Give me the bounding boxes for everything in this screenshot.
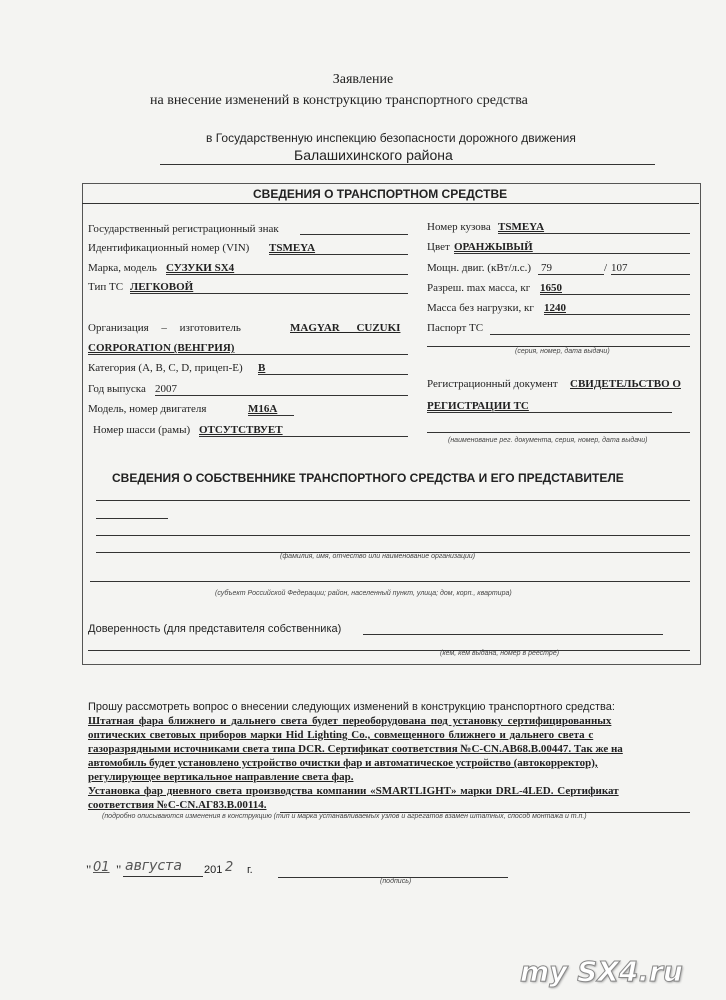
color-line bbox=[454, 253, 690, 254]
request-line: соответствия №C-CN.AГ83.B.00114. bbox=[88, 799, 267, 811]
power-separator: / bbox=[604, 262, 608, 274]
passport-hint: (серия, номер, дата выдачи) bbox=[515, 348, 610, 355]
mass-label: Масса без нагрузки, кг bbox=[427, 302, 534, 314]
regdoc-line-2 bbox=[427, 432, 690, 433]
date-suffix: г. bbox=[247, 864, 253, 876]
power-hp-value: 107 bbox=[611, 262, 628, 274]
color-value: ОРАНЖЫВЫЙ bbox=[454, 241, 533, 253]
vin-label: Идентификационный номер (VIN) bbox=[88, 242, 250, 254]
signature-hint: (подпись) bbox=[380, 878, 412, 885]
passport-line-2 bbox=[427, 346, 690, 347]
date-year-prefix: 201 bbox=[204, 864, 223, 876]
owner-line-2 bbox=[96, 518, 168, 519]
regdoc-label: Регистрационный документ bbox=[427, 378, 558, 390]
reg-sign-line bbox=[300, 234, 408, 235]
mass-value: 1240 bbox=[544, 302, 566, 314]
body-label: Номер кузова bbox=[427, 221, 491, 233]
owner-name-hint: (фамилия, имя, отчество или наименование организации) bbox=[280, 553, 476, 560]
proxy-line bbox=[363, 634, 663, 635]
owner-heading: СВЕДЕНИЯ О СОБСТВЕННИКЕ ТРАНСПОРТНОГО СРЕДСТВА И ЕГО ПРЕДСТАВИТЕЛЕ bbox=[112, 471, 624, 485]
engine-line bbox=[248, 415, 294, 416]
body-value: TSMEYA bbox=[498, 221, 545, 233]
passport-label: Паспорт ТС bbox=[427, 322, 484, 334]
type-line bbox=[130, 293, 408, 294]
power-kw-line bbox=[538, 274, 604, 275]
reg-sign-label: Государственный регистрационный знак bbox=[88, 223, 279, 235]
chassis-value: ОТСУТСТВУЕТ bbox=[199, 424, 283, 436]
color-label: Цвет bbox=[427, 241, 450, 253]
power-hp-line bbox=[611, 274, 690, 275]
type-value: ЛЕГКОВОЙ bbox=[130, 281, 194, 293]
request-intro: Прошу рассмотреть вопрос о внесении следующих изменений в конструкцию транспортного средства: bbox=[88, 701, 615, 713]
vin-line bbox=[269, 254, 408, 255]
regdoc-hint: (наименование рег. документа, серия, номер, дата выдачи) bbox=[448, 437, 648, 444]
proxy-hint: (кем, кем выдана, номер в реестре) bbox=[440, 650, 560, 657]
maker-line bbox=[88, 354, 408, 355]
request-line: оптических световых приборов марки Hid Lighting Co., совмещенного ближнего и дальнего света с bbox=[88, 729, 594, 741]
document-title: Заявление bbox=[332, 72, 394, 87]
request-line: газоразрядными источниками света типа DCR. Сертификат соответствия №C-CN.AB68.B.00447. Так же на bbox=[88, 743, 623, 755]
type-label: Тип ТС bbox=[88, 281, 124, 293]
owner-line-3 bbox=[96, 535, 690, 536]
heading-divider bbox=[82, 203, 699, 204]
year-line bbox=[155, 395, 408, 396]
make-value: СУЗУКИ SX4 bbox=[166, 262, 235, 274]
engine-label: Модель, номер двигателя bbox=[88, 403, 207, 415]
category-label: Категория (A, B, C, D, прицеп-Е) bbox=[88, 362, 243, 374]
maxmass-line bbox=[540, 294, 690, 295]
request-line: Штатная фара ближнего и дальнего света будет переоборудована под установку сертифицированных bbox=[88, 715, 612, 727]
request-line: Установка фар дневного света производства компании «SMARTLIGHT» марки DRL-4LED. Сертификат bbox=[88, 785, 619, 797]
request-hint: (подробно описываются изменения в конструкцию (тип и марка устанавливаемых узлов и агрегатов взамен штатных, способ монтажа и т.п.) bbox=[102, 813, 587, 820]
date-year-digit: 2 bbox=[225, 860, 234, 875]
date-month-line bbox=[123, 876, 203, 877]
regdoc-line-1 bbox=[427, 412, 672, 413]
addressee-text: в Государственную инспекцию безопасности дорожного движения bbox=[206, 131, 576, 145]
passport-line-1 bbox=[490, 334, 690, 335]
vin-value: TSMEYA bbox=[269, 242, 316, 254]
proxy-label: Доверенность (для представителя собственника) bbox=[88, 623, 342, 635]
maxmass-value: 1650 bbox=[540, 282, 562, 294]
regdoc-value-1: СВИДЕТЕЛЬСТВО О bbox=[570, 378, 681, 390]
chassis-line bbox=[199, 436, 408, 437]
year-label: Год выпуска bbox=[88, 383, 146, 395]
proxy-line-2 bbox=[88, 650, 690, 651]
region-value: Балашихинского района bbox=[294, 147, 453, 163]
region-line bbox=[160, 164, 655, 165]
owner-line-1 bbox=[96, 500, 690, 501]
vehicle-heading: СВЕДЕНИЯ О ТРАНСПОРТНОМ СРЕДСТВЕ bbox=[253, 187, 508, 201]
category-value: B bbox=[258, 362, 266, 374]
maker-value-2: CORPORATION (ВЕНГРИЯ) bbox=[88, 342, 235, 354]
date-day: 01 bbox=[93, 860, 110, 875]
power-kw-value: 79 bbox=[541, 262, 552, 274]
power-label: Мощн. двиг. (кВт/л.с.) bbox=[427, 262, 532, 274]
owner-address-hint: (субъект Российской Федерации; район, населенный пункт, улица; дом, корп., квартира) bbox=[215, 590, 512, 597]
maker-label: Организация – изготовитель bbox=[88, 322, 241, 334]
document-subtitle: на внесение изменений в конструкцию транспортного средства bbox=[150, 93, 528, 108]
make-line bbox=[166, 274, 408, 275]
date-close-quote: " bbox=[116, 862, 122, 877]
watermark: my SX4.ru bbox=[520, 955, 683, 988]
chassis-label: Номер шасси (рамы) bbox=[93, 424, 191, 436]
owner-address-line bbox=[90, 581, 690, 582]
date-month: августа bbox=[125, 858, 182, 874]
body-line bbox=[498, 233, 690, 234]
request-line: регулирующее вертикальное направление света фар. bbox=[88, 771, 354, 783]
make-label: Марка, модель bbox=[88, 262, 157, 274]
engine-value: M16A bbox=[248, 403, 278, 415]
mass-line bbox=[544, 314, 690, 315]
category-line bbox=[258, 374, 408, 375]
year-value: 2007 bbox=[155, 383, 177, 395]
date-open-quote: " bbox=[86, 862, 92, 877]
maker-value-1: MAGYAR CUZUKI bbox=[290, 322, 401, 334]
maxmass-label: Разреш. max масса, кг bbox=[427, 282, 531, 294]
request-line: автомобиль будет установлено устройство очистки фар и автоматическое устройство (автокорректор), bbox=[88, 757, 598, 769]
regdoc-value-2: РЕГИСТРАЦИИ ТС bbox=[427, 400, 529, 412]
